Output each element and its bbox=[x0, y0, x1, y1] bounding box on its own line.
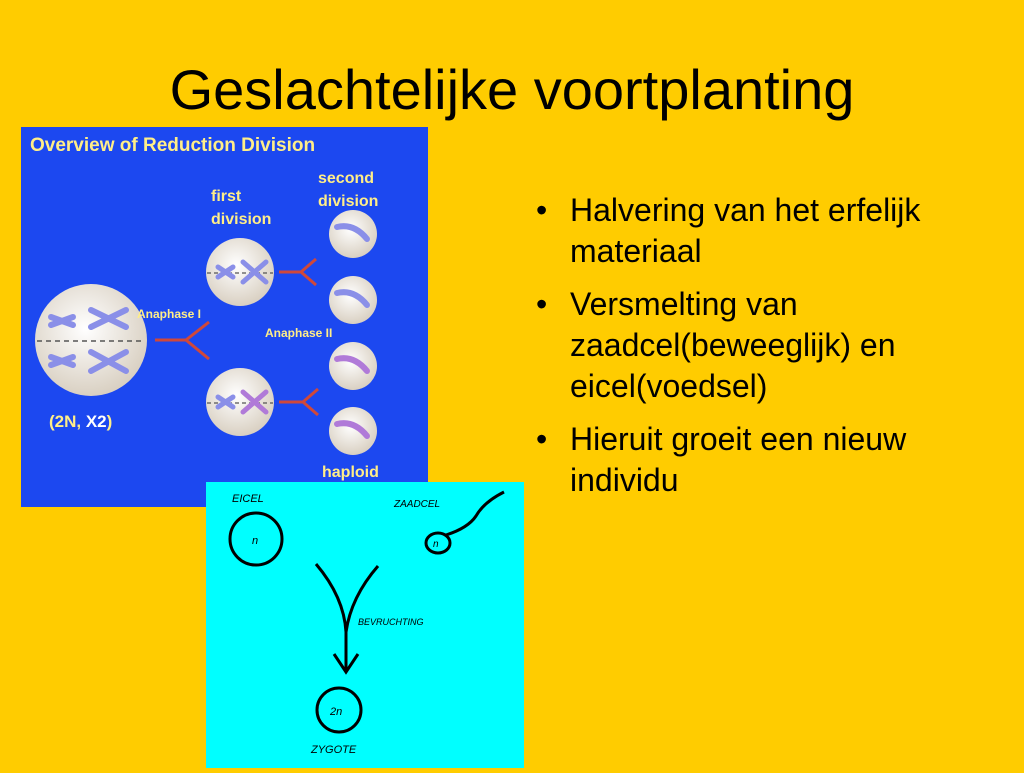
second-division-label: second bbox=[318, 170, 375, 187]
zaadcel-label: ZAADCEL bbox=[394, 499, 441, 510]
bullet-marker: • bbox=[536, 421, 548, 457]
anaphase-ii-bottom-arrow bbox=[279, 389, 318, 415]
anaphase-i-split-arrow bbox=[155, 322, 209, 359]
first-division-cell-top bbox=[206, 238, 274, 306]
sperm-ploidy: n bbox=[433, 539, 439, 550]
first-division-cell-bottom bbox=[206, 368, 274, 436]
first-division-label: first bbox=[211, 188, 242, 205]
bullet-text: Versmelting van zaadcel(beweeglijk) en eicel(voedsel) bbox=[570, 286, 896, 404]
diagram-heading: Overview of Reduction Division bbox=[30, 135, 316, 156]
haploid-label: haploid bbox=[322, 464, 379, 481]
bullet-list bbox=[536, 190, 966, 513]
haploid-cell-2 bbox=[329, 276, 377, 324]
zygote-cell bbox=[317, 688, 361, 732]
reduction-division-diagram bbox=[21, 127, 428, 507]
zygote-label: ZYGOTE bbox=[311, 744, 357, 756]
zygote-ploidy: 2n bbox=[330, 706, 343, 718]
anaphase-ii-top-arrow bbox=[279, 259, 316, 285]
bullet-item bbox=[536, 419, 966, 501]
anaphase-i-label: Anaphase I bbox=[137, 307, 202, 321]
anaphase-ii-label: Anaphase II bbox=[265, 326, 333, 340]
ploidy-label: (2N, X2) bbox=[49, 412, 113, 431]
bullet-marker: • bbox=[536, 192, 548, 228]
haploid-cell-3 bbox=[329, 342, 377, 390]
haploid-cell-4 bbox=[329, 407, 377, 455]
egg-cell bbox=[230, 513, 282, 565]
bullet-item bbox=[536, 284, 966, 407]
eicel-label: EICEL bbox=[232, 493, 264, 505]
bullet-item bbox=[536, 190, 966, 272]
bullet-text: Halvering van het erfelijk materiaal bbox=[570, 192, 921, 269]
bullet-marker: • bbox=[536, 286, 548, 322]
bullet-text: Hieruit groeit een nieuw individu bbox=[570, 421, 907, 498]
haploid-cell-1 bbox=[329, 210, 377, 258]
slide-title: Geslachtelijke voortplanting bbox=[169, 58, 855, 121]
bevruchting-label: BEVRUCHTING bbox=[358, 617, 424, 627]
first-division-label-2: division bbox=[211, 211, 272, 228]
parent-cell bbox=[35, 284, 147, 396]
fertilization-sketch bbox=[206, 482, 524, 768]
egg-ploidy: n bbox=[252, 535, 259, 547]
second-division-label-2: division bbox=[318, 193, 379, 210]
